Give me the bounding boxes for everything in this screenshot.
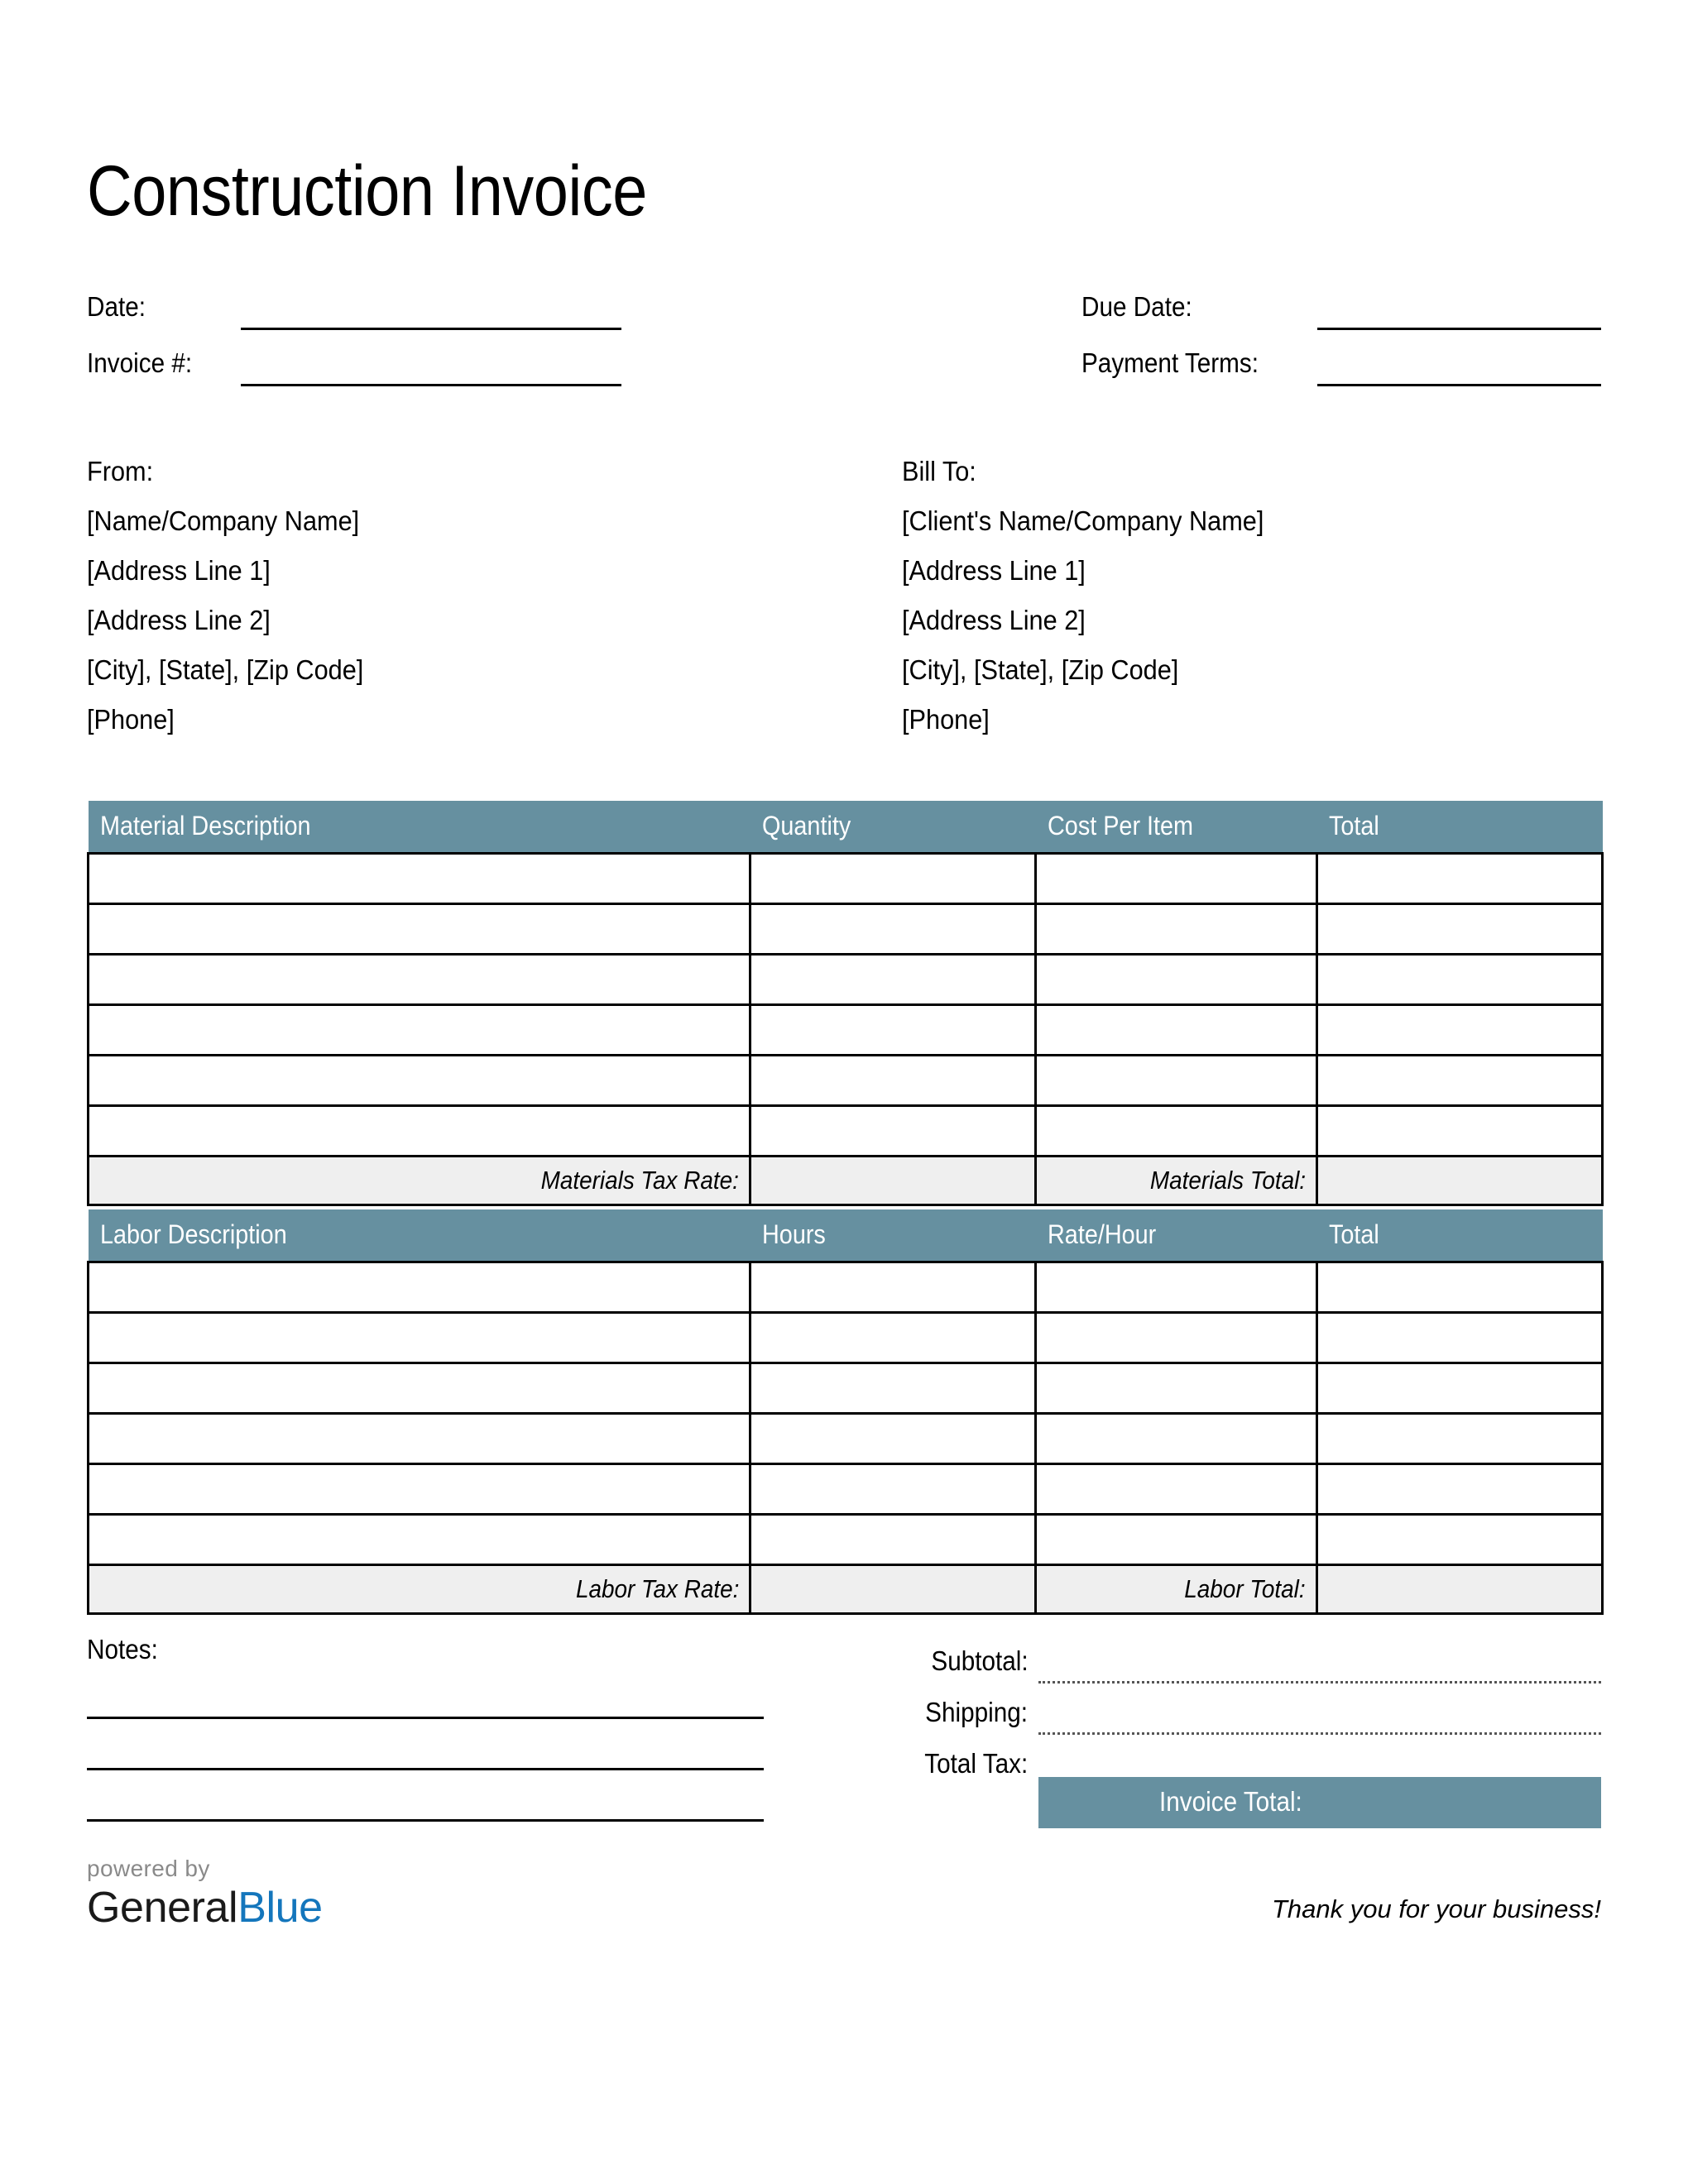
materials-cell-cost[interactable] [1036, 1056, 1317, 1106]
labor-cell-rate[interactable] [1036, 1515, 1317, 1565]
labor-summary-row [89, 1565, 1603, 1614]
labor-table [87, 1209, 1604, 1615]
total-tax-label: Total Tax: [924, 1748, 1029, 1779]
materials-cell-cost[interactable] [1036, 955, 1317, 1005]
bill-to-line: [Phone] [902, 704, 990, 735]
table-row[interactable] [89, 955, 1603, 1005]
table-row[interactable] [89, 1515, 1603, 1565]
materials-cell-total[interactable] [1317, 955, 1603, 1005]
materials-cell-cost[interactable] [1036, 904, 1317, 955]
materials-col-quantity: Quantity [750, 801, 1036, 854]
materials-tax-rate-label: Materials Tax Rate: [89, 1157, 750, 1205]
labor-tax-rate-label: Labor Tax Rate: [89, 1565, 750, 1614]
materials-cell-quantity[interactable] [750, 904, 1036, 955]
bill-to-line: [Client's Name/Company Name] [902, 505, 1264, 536]
materials-header-row [89, 801, 1603, 854]
notes-input-line[interactable] [87, 1717, 764, 1719]
from-line: [Phone] [87, 704, 175, 735]
table-row[interactable] [89, 854, 1603, 904]
materials-cell-quantity[interactable] [750, 1056, 1036, 1106]
brand-general-text: General [87, 1884, 238, 1932]
shipping-row [925, 1685, 1601, 1735]
labor-col-total: Total [1317, 1209, 1603, 1262]
labor-cell-total[interactable] [1317, 1262, 1603, 1313]
powered-by-label: powered by [87, 1856, 210, 1881]
date-input-line[interactable] [241, 328, 621, 330]
materials-tax-rate-value[interactable] [750, 1157, 1036, 1205]
table-row[interactable] [89, 1106, 1603, 1157]
labor-col-rate-per-hour: Rate/Hour [1036, 1209, 1317, 1262]
page-title: Construction Invoice [87, 151, 647, 231]
labor-cell-rate[interactable] [1036, 1262, 1317, 1313]
materials-cell-description[interactable] [89, 1056, 750, 1106]
materials-table [87, 801, 1604, 1206]
materials-cell-quantity[interactable] [750, 854, 1036, 904]
table-row[interactable] [89, 1363, 1603, 1414]
labor-cell-hours[interactable] [750, 1414, 1036, 1464]
thank-you-message: Thank you for your business! [1271, 1894, 1601, 1923]
materials-cell-cost[interactable] [1036, 1106, 1317, 1157]
invoice-number-input-line[interactable] [241, 384, 621, 386]
labor-cell-description[interactable] [89, 1515, 750, 1565]
invoice-number-label: Invoice #: [87, 347, 193, 378]
bill-to-line: [Address Line 2] [902, 605, 1086, 635]
subtotal-row [931, 1634, 1601, 1684]
from-line: [Address Line 1] [87, 555, 271, 586]
labor-cell-total[interactable] [1317, 1464, 1603, 1515]
labor-cell-rate[interactable] [1036, 1363, 1317, 1414]
materials-cell-cost[interactable] [1036, 854, 1317, 904]
materials-cell-description[interactable] [89, 1106, 750, 1157]
materials-cell-description[interactable] [89, 904, 750, 955]
bill-to-line: [City], [State], [Zip Code] [902, 654, 1179, 685]
labor-cell-rate[interactable] [1036, 1313, 1317, 1363]
materials-cell-description[interactable] [89, 955, 750, 1005]
materials-cell-total[interactable] [1317, 1106, 1603, 1157]
labor-cell-total[interactable] [1317, 1515, 1603, 1565]
brand-wordmark [87, 1884, 323, 1932]
notes-input-line[interactable] [87, 1819, 764, 1822]
labor-cell-hours[interactable] [750, 1262, 1036, 1313]
labor-cell-total[interactable] [1317, 1414, 1603, 1464]
table-row[interactable] [89, 1313, 1603, 1363]
labor-header-row [89, 1209, 1603, 1262]
labor-cell-total[interactable] [1317, 1313, 1603, 1363]
invoice-total-banner [1038, 1777, 1601, 1828]
generalblue-logo [87, 1856, 323, 1932]
invoice-total-label: Invoice Total: [1159, 1786, 1302, 1817]
from-block [87, 447, 384, 745]
table-row[interactable] [89, 904, 1603, 955]
labor-col-hours: Hours [750, 1209, 1036, 1262]
table-row[interactable] [89, 1414, 1603, 1464]
materials-total-value[interactable] [1317, 1157, 1603, 1205]
shipping-input-line[interactable] [1038, 1732, 1601, 1735]
labor-cell-hours[interactable] [750, 1313, 1036, 1363]
materials-cell-description[interactable] [89, 854, 750, 904]
bill-to-heading: Bill To: [902, 456, 976, 486]
brand-blue-text: Blue [237, 1884, 323, 1932]
notes-label: Notes: [87, 1634, 158, 1664]
from-line: [Address Line 2] [87, 605, 271, 635]
materials-cell-total[interactable] [1317, 854, 1603, 904]
labor-total-value[interactable] [1317, 1565, 1603, 1614]
materials-cell-total[interactable] [1317, 904, 1603, 955]
shipping-label: Shipping: [925, 1697, 1029, 1727]
materials-total-label: Materials Total: [1036, 1157, 1317, 1205]
labor-total-label: Labor Total: [1036, 1565, 1317, 1614]
materials-cell-cost[interactable] [1036, 1005, 1317, 1056]
from-line: [Name/Company Name] [87, 505, 360, 536]
table-row[interactable] [89, 1464, 1603, 1515]
labor-cell-total[interactable] [1317, 1363, 1603, 1414]
payment-terms-label: Payment Terms: [1081, 347, 1259, 378]
date-label: Date: [87, 291, 146, 322]
labor-cell-description[interactable] [89, 1414, 750, 1464]
labor-cell-rate[interactable] [1036, 1464, 1317, 1515]
labor-cell-description[interactable] [89, 1262, 750, 1313]
due-date-input-line[interactable] [1317, 328, 1601, 330]
payment-terms-input-line[interactable] [1317, 384, 1601, 386]
materials-cell-total[interactable] [1317, 1056, 1603, 1106]
due-date-label: Due Date: [1081, 291, 1192, 322]
from-heading: From: [87, 456, 154, 486]
labor-tax-rate-value[interactable] [750, 1565, 1036, 1614]
bill-to-line: [Address Line 1] [902, 555, 1086, 586]
subtotal-input-line[interactable] [1038, 1681, 1601, 1684]
notes-section [87, 1634, 765, 1665]
labor-cell-description[interactable] [89, 1313, 750, 1363]
materials-cell-quantity[interactable] [750, 1005, 1036, 1056]
from-line: [City], [State], [Zip Code] [87, 654, 364, 685]
notes-input-line[interactable] [87, 1768, 764, 1770]
labor-cell-hours[interactable] [750, 1363, 1036, 1414]
labor-cell-description[interactable] [89, 1464, 750, 1515]
materials-cell-total[interactable] [1317, 1005, 1603, 1056]
labor-col-description: Labor Description [89, 1209, 750, 1262]
materials-col-cost-per-item: Cost Per Item [1036, 801, 1317, 854]
table-row[interactable] [89, 1005, 1603, 1056]
labor-cell-description[interactable] [89, 1363, 750, 1414]
labor-cell-rate[interactable] [1036, 1414, 1317, 1464]
labor-cell-hours[interactable] [750, 1464, 1036, 1515]
materials-col-description: Material Description [89, 801, 750, 854]
materials-summary-row [89, 1157, 1603, 1205]
table-row[interactable] [89, 1056, 1603, 1106]
labor-cell-hours[interactable] [750, 1515, 1036, 1565]
subtotal-label: Subtotal: [931, 1645, 1029, 1676]
materials-cell-quantity[interactable] [750, 955, 1036, 1005]
materials-col-total: Total [1317, 801, 1603, 854]
materials-cell-quantity[interactable] [750, 1106, 1036, 1157]
materials-cell-description[interactable] [89, 1005, 750, 1056]
table-row[interactable] [89, 1262, 1603, 1313]
bill-to-block [902, 447, 1291, 745]
